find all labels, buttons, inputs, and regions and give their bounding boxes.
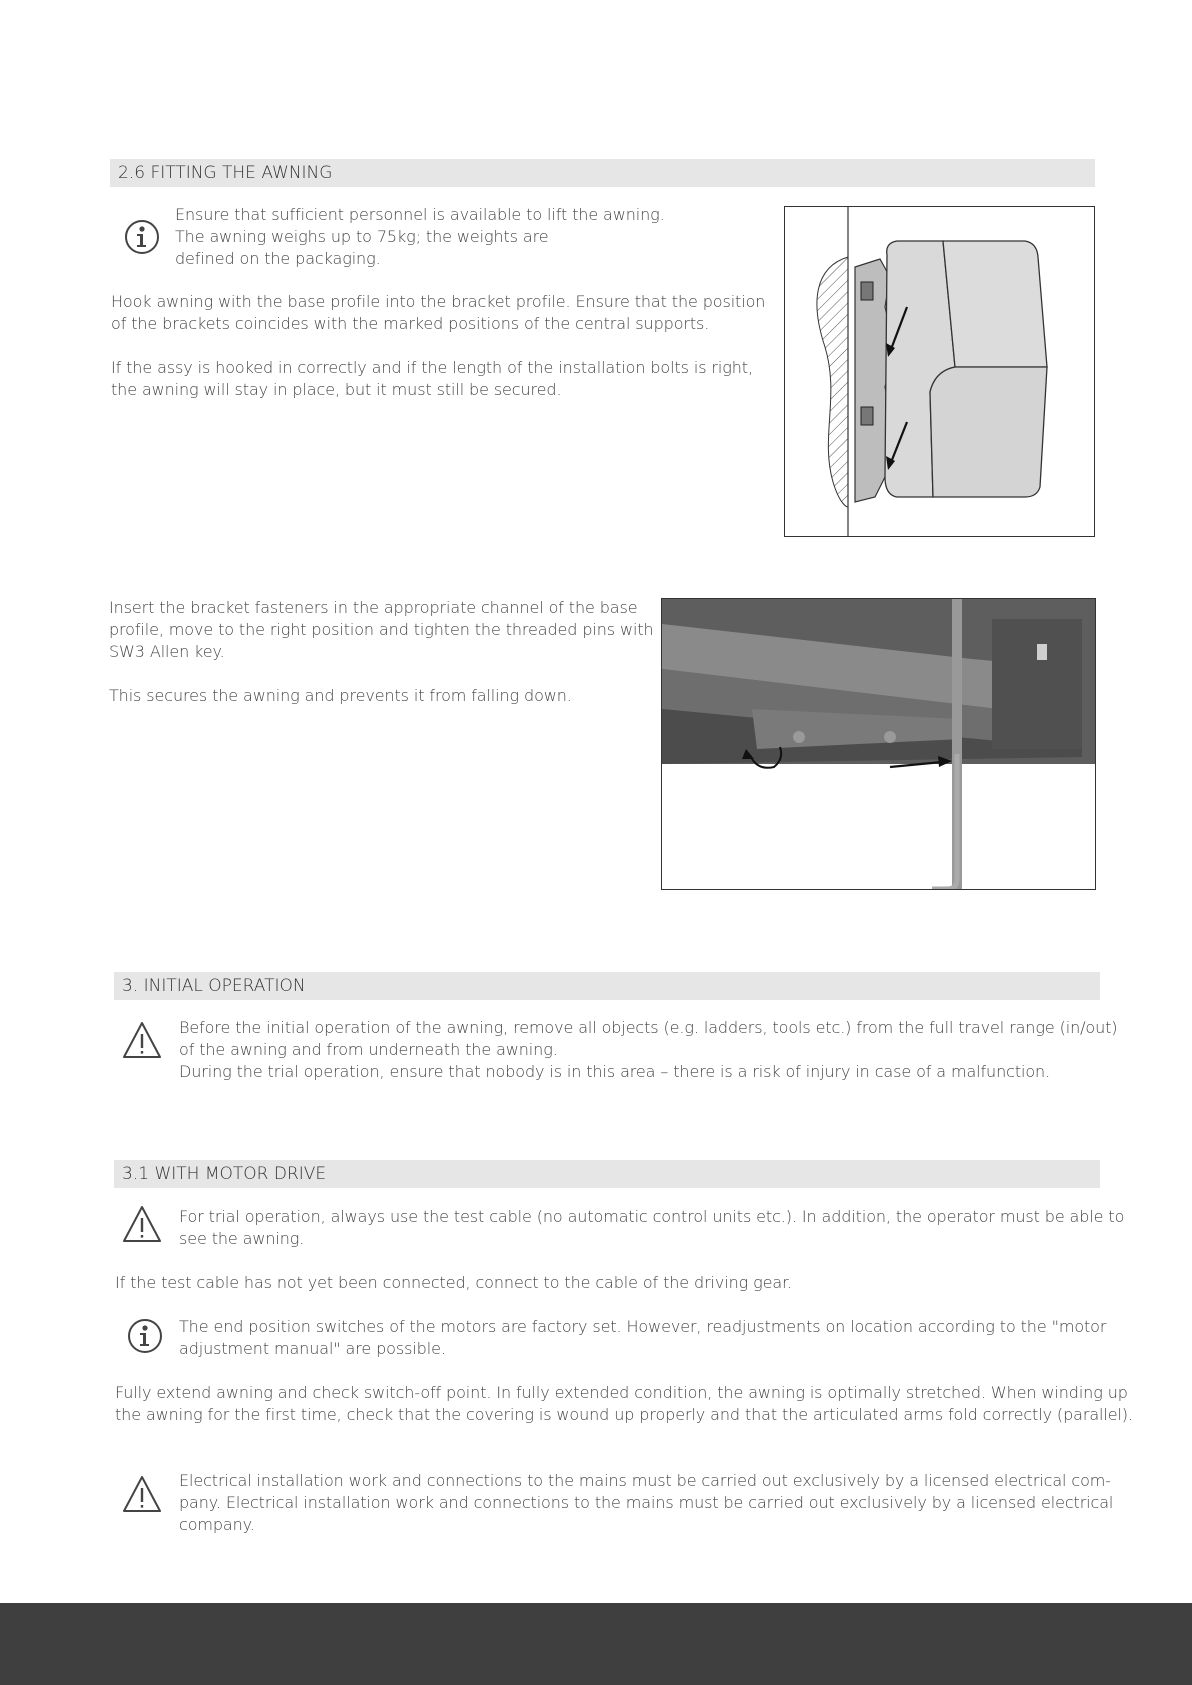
fastening-drawing <box>662 599 1096 890</box>
paragraph-line: the awning for the first time, check that the covering is wound up properly and that the articulated arms fold correctly (parallel). <box>115 1405 1133 1424</box>
heading-text: 2.6 FITTING THE AWNING <box>118 163 333 183</box>
info-icon <box>122 217 162 257</box>
warning-text-line: of the awning and from underneath the awning. <box>179 1040 558 1059</box>
warning-icon <box>122 1020 162 1060</box>
paragraph-line: If the test cable has not yet been connected, connect to the cable of the driving gear. <box>115 1273 793 1292</box>
figure-allen-key-fastening <box>661 598 1096 890</box>
info-text-line: Ensure that sufficient personnel is available to lift the awning. <box>175 205 665 224</box>
paragraph-line: Hook awning with the base profile into the bracket profile. Ensure that the position <box>111 292 766 311</box>
info-text-line: adjustment manual" are possible. <box>179 1339 446 1358</box>
paragraph-line: Fully extend awning and check switch-off point. In fully extended condition, the awning is optimally stretched. When winding up <box>115 1383 1128 1402</box>
info-icon <box>125 1316 165 1356</box>
warning-text-line: During the trial operation, ensure that nobody is in this area – there is a risk of injury in case of a malfunction. <box>179 1062 1051 1081</box>
info-text-line: The awning weighs up to 75kg; the weights are <box>175 227 549 246</box>
warning-icon <box>122 1204 162 1244</box>
warning-icon <box>122 1474 162 1514</box>
cross-section-drawing <box>785 207 1095 537</box>
paragraph-line: This secures the awning and prevents it from falling down. <box>109 686 572 705</box>
section-heading-motor-drive <box>114 1160 1100 1188</box>
paragraph-line: SW3 Allen key. <box>109 642 225 661</box>
paragraph-line: of the brackets coincides with the marked positions of the central supports. <box>111 314 710 333</box>
warning-text-line: pany. Electrical installation work and connections to the mains must be carried out exclusively by a licensed electrical <box>179 1493 1114 1512</box>
paragraph-line: If the assy is hooked in correctly and if the length of the installation bolts is right, <box>111 358 753 377</box>
paragraph-line: the awning will stay in place, but it must still be secured. <box>111 380 562 399</box>
paragraph-line: profile, move to the right position and tighten the threaded pins with <box>109 620 654 639</box>
page-footer-band <box>0 1603 1192 1685</box>
section-heading-fitting <box>110 159 1095 187</box>
info-text-line: The end position switches of the motors are factory set. However, readjustments on location according to the "motor <box>179 1317 1107 1336</box>
section-heading-initial-operation <box>114 972 1100 1000</box>
info-text-line: defined on the packaging. <box>175 249 381 268</box>
heading-text: 3. INITIAL OPERATION <box>122 976 306 996</box>
warning-text-line: Before the initial operation of the awning, remove all objects (e.g. ladders, tools etc.) from the full travel range (in/out) <box>179 1018 1118 1037</box>
warning-text-line: company. <box>179 1515 255 1534</box>
paragraph-line: Insert the bracket fasteners in the appropriate channel of the base <box>109 598 638 617</box>
warning-text-line: Electrical installation work and connections to the mains must be carried out exclusively by a licensed electrical com- <box>179 1471 1111 1490</box>
heading-text: 3.1 WITH MOTOR DRIVE <box>122 1164 327 1184</box>
warning-text-line: see the awning. <box>179 1229 305 1248</box>
figure-bracket-cross-section <box>784 206 1095 537</box>
warning-text-line: For trial operation, always use the test cable (no automatic control units etc.). In addition, the operator must be able to <box>179 1207 1125 1226</box>
